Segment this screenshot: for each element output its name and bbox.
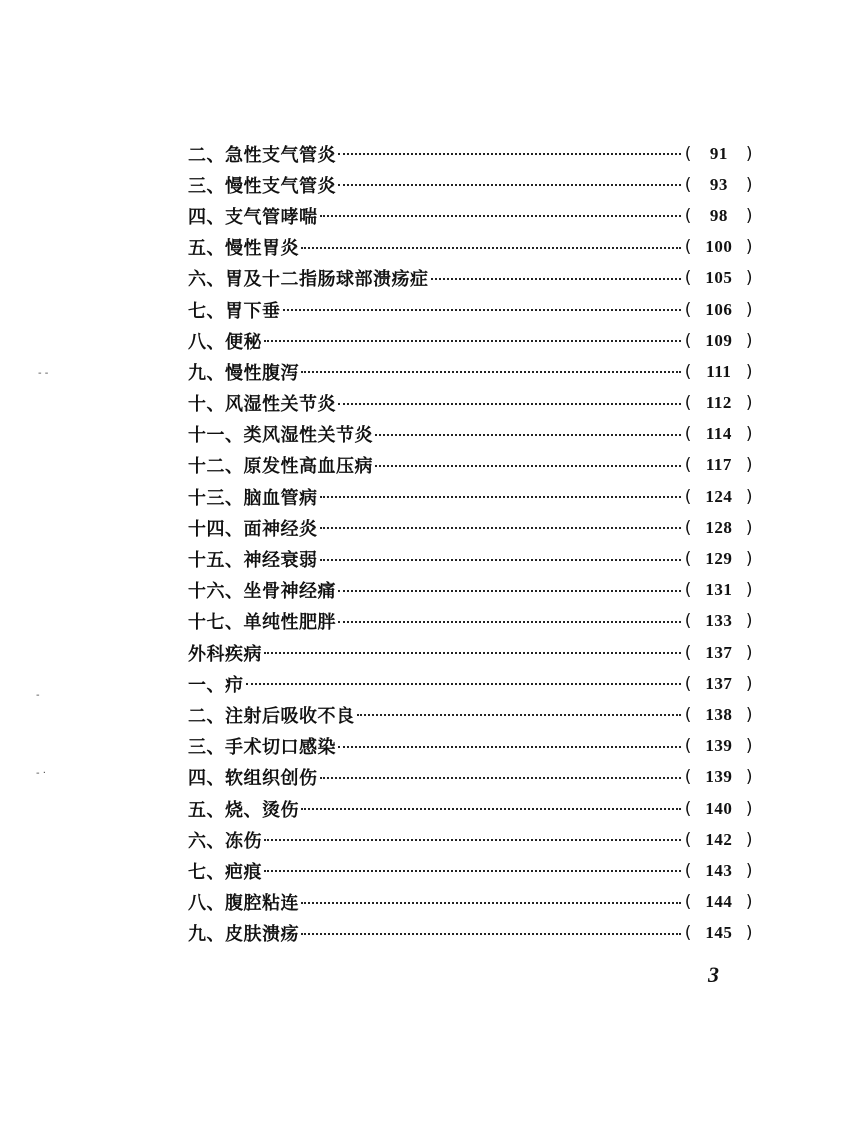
page-bracket-close: ): [745, 174, 753, 195]
page-bracket-open: (: [684, 704, 692, 725]
page-bracket-open: (: [684, 361, 692, 382]
dot-leader: [264, 651, 681, 654]
dot-leader: [301, 932, 681, 935]
toc-entry-title: 二、急性支气管炎: [188, 144, 336, 166]
toc-entry-title: 七、疤痕: [188, 861, 262, 883]
page-bracket-close: ): [745, 892, 753, 913]
dot-leader: [301, 370, 681, 373]
dot-leader: [357, 713, 681, 716]
page-bracket-open: (: [684, 330, 692, 351]
toc-entry: [188, 169, 753, 200]
toc-entry: [188, 294, 753, 325]
page-bracket-close: ): [745, 237, 753, 258]
page-bracket-close: ): [745, 736, 753, 757]
toc-entry-title: 八、便秘: [188, 331, 262, 353]
toc-entry-page: 111: [706, 361, 732, 381]
toc-entry-title: 十一、类风湿性关节炎: [188, 425, 373, 447]
dot-leader: [320, 495, 681, 498]
dot-leader: [375, 433, 681, 436]
page-bracket-close: ): [745, 299, 753, 320]
toc-entry-page: 133: [705, 611, 733, 631]
dot-leader: [320, 214, 681, 217]
toc-entry-page: 138: [705, 704, 733, 724]
toc-entry: [188, 138, 753, 169]
toc-entry: [188, 263, 753, 294]
toc-entry-page: 144: [705, 892, 733, 912]
page-bracket-open: (: [684, 424, 692, 445]
toc-entry-title: 十二、原发性高血压病: [188, 456, 373, 478]
page-bracket-open: (: [684, 767, 692, 788]
page-bracket-open: (: [684, 923, 692, 944]
toc-entry: [188, 419, 753, 450]
toc-entry-title: 四、软组织创伤: [188, 768, 318, 790]
page-bracket-open: (: [684, 892, 692, 913]
dot-leader: [283, 308, 681, 311]
toc-entry-title: 九、皮肤溃疡: [188, 924, 299, 946]
toc-entry-page: 131: [705, 580, 733, 600]
page-bracket-close: ): [745, 923, 753, 944]
page-bracket-open: (: [684, 455, 692, 476]
toc-entry-title: 十五、神经衰弱: [188, 550, 318, 572]
page-bracket-close: ): [745, 268, 753, 289]
page-bracket-close: ): [745, 143, 753, 164]
dot-leader: [338, 152, 681, 155]
toc-entry-page: 112: [705, 393, 732, 413]
page-bracket-close: ): [745, 829, 753, 850]
dot-leader: [338, 589, 681, 592]
toc-entry-title: 九、慢性腹泻: [188, 362, 299, 384]
toc-entry-page: 129: [705, 549, 733, 569]
toc-entry-page: 100: [705, 237, 733, 257]
toc-entry-title: 三、手术切口感染: [188, 737, 336, 759]
dot-leader: [320, 526, 681, 529]
toc-entry-title: 五、慢性胃炎: [188, 238, 299, 260]
page-bracket-close: ): [745, 330, 753, 351]
toc-entry: [188, 699, 753, 730]
toc-entry-page: 105: [705, 268, 733, 288]
toc-entry-title: 八、腹腔粘连: [188, 893, 299, 915]
toc-entry: [188, 481, 753, 512]
page-bracket-open: (: [684, 829, 692, 850]
page-bracket-open: (: [684, 205, 692, 226]
toc-entry-title: 二、注射后吸收不良: [188, 705, 355, 727]
toc-entry-title: 一、疖: [188, 674, 244, 696]
dot-leader: [431, 277, 681, 280]
toc-entry-title: 十七、单纯性肥胖: [188, 612, 336, 634]
page-bracket-open: (: [684, 580, 692, 601]
page-bracket-open: (: [684, 611, 692, 632]
dot-leader: [301, 246, 681, 249]
toc-entry-title: 六、冻伤: [188, 830, 262, 852]
page-bracket-close: ): [745, 798, 753, 819]
page-bracket-open: (: [684, 174, 692, 195]
toc-entry-title: 五、烧、烫伤: [188, 799, 299, 821]
dot-leader: [264, 339, 681, 342]
page-bracket-open: (: [684, 798, 692, 819]
toc-entry: [188, 575, 753, 606]
page-bracket-close: ): [745, 549, 753, 570]
toc-entry-page: 91: [709, 143, 728, 163]
page-bracket-open: (: [684, 143, 692, 164]
page-bracket-open: (: [684, 486, 692, 507]
toc-entry: [188, 606, 753, 637]
page-number: 3: [708, 962, 719, 987]
toc-entry-page: 109: [705, 330, 733, 350]
toc-entry: [188, 824, 753, 855]
toc-entry-title: 十、风湿性关节炎: [188, 394, 336, 416]
toc-entry-page: 106: [705, 299, 733, 319]
dot-leader: [264, 838, 681, 841]
toc-entry: [188, 325, 753, 356]
scan-speck: - -: [38, 368, 49, 379]
toc-entry-title: 四、支气管哮喘: [188, 206, 318, 228]
toc-entry: [188, 887, 753, 918]
dot-leader: [320, 558, 681, 561]
dot-leader: [301, 807, 681, 810]
toc-entry-title: 七、胃下垂: [188, 300, 281, 322]
page-bracket-open: (: [684, 268, 692, 289]
toc-entry-page: 117: [705, 455, 732, 475]
page-bracket-close: ): [745, 704, 753, 725]
toc-entry: [188, 637, 753, 668]
dot-leader: [246, 682, 681, 685]
page-bracket-close: ): [745, 673, 753, 694]
dot-leader: [375, 464, 681, 467]
dot-leader: [338, 402, 681, 405]
scan-speck: - ·: [36, 768, 46, 779]
toc-entry: [188, 762, 753, 793]
page-bracket-open: (: [684, 673, 692, 694]
page-bracket-close: ): [745, 455, 753, 476]
page-bracket-open: (: [684, 393, 692, 414]
toc-entry-title: 六、胃及十二指肠球部溃疡症: [188, 269, 429, 291]
page-bracket-open: (: [684, 299, 692, 320]
toc-entry-title: 十四、面神经炎: [188, 518, 318, 540]
toc-entry: [188, 388, 753, 419]
toc-entry-page: 142: [705, 829, 733, 849]
toc-entry-page: 114: [705, 424, 732, 444]
toc-entry: [188, 512, 753, 543]
dot-leader: [320, 776, 681, 779]
toc-entry: [188, 543, 753, 574]
page-bracket-open: (: [684, 237, 692, 258]
toc-entry: [188, 200, 753, 231]
page-bracket-close: ): [745, 205, 753, 226]
page-bracket-open: (: [684, 736, 692, 757]
dot-leader: [338, 745, 681, 748]
toc-entry: [188, 356, 753, 387]
page-bracket-close: ): [745, 424, 753, 445]
toc-entry-page: 128: [705, 517, 733, 537]
toc-entry-title: 十三、脑血管病: [188, 487, 318, 509]
toc-entry: [188, 668, 753, 699]
page-bracket-open: (: [684, 860, 692, 881]
toc-entry-page: 93: [709, 174, 728, 194]
toc-entry: [188, 232, 753, 263]
toc-entry-page: 140: [705, 798, 733, 818]
dot-leader: [264, 869, 681, 872]
page-bracket-close: ): [745, 517, 753, 538]
page-bracket-close: ): [745, 642, 753, 663]
dot-leader: [338, 620, 681, 623]
dot-leader: [338, 183, 681, 186]
toc-entry-page: 143: [705, 860, 733, 880]
toc-entry-title: 十六、坐骨神经痛: [188, 581, 336, 603]
toc-entry-title: 外科疾病: [188, 643, 262, 665]
toc-entry-page: 139: [705, 736, 733, 756]
page-bracket-close: ): [745, 580, 753, 601]
toc-entry-title: 三、慢性支气管炎: [188, 175, 336, 197]
table-of-contents: [188, 138, 753, 949]
toc-entry: [188, 855, 753, 886]
dot-leader: [301, 901, 681, 904]
toc-entry-page: 98: [709, 205, 728, 225]
page-bracket-close: ): [745, 361, 753, 382]
page-bracket-open: (: [684, 642, 692, 663]
toc-entry-page: 145: [705, 923, 733, 943]
toc-entry: [188, 731, 753, 762]
page-bracket-close: ): [745, 860, 753, 881]
toc-entry-page: 124: [705, 486, 733, 506]
toc-entry: [188, 793, 753, 824]
toc-entry: [188, 450, 753, 481]
toc-entry: [188, 918, 753, 949]
page-bracket-open: (: [684, 549, 692, 570]
page-bracket-close: ): [745, 767, 753, 788]
toc-entry-page: 137: [705, 642, 733, 662]
page-bracket-close: ): [745, 611, 753, 632]
toc-entry-page: 139: [705, 767, 733, 787]
scan-speck: -: [36, 690, 40, 701]
page-bracket-open: (: [684, 517, 692, 538]
toc-entry-page: 137: [705, 673, 733, 693]
page-bracket-close: ): [745, 486, 753, 507]
page-bracket-close: ): [745, 393, 753, 414]
